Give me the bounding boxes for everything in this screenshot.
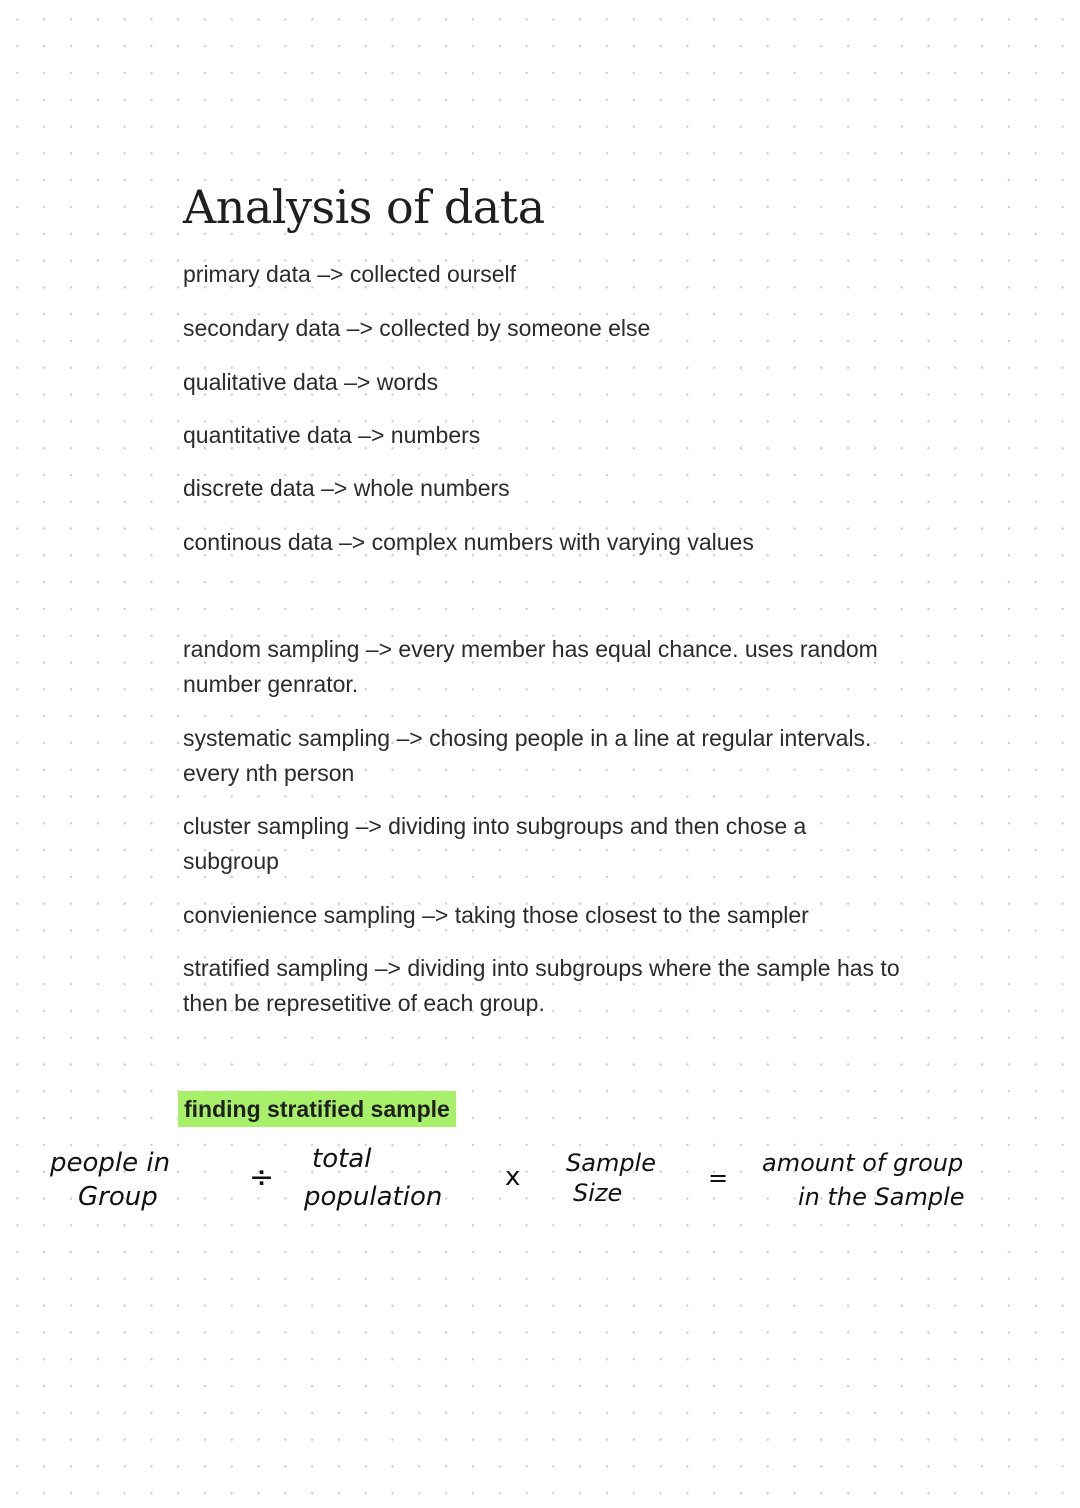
formula-total-line1: total [312, 1144, 372, 1174]
formula-times-symbol: x [505, 1162, 521, 1192]
formula-sample-line1: Sample [566, 1149, 656, 1177]
data-type-continuous: continous data –> complex numbers with varying values [183, 529, 754, 555]
highlighted-heading: finding stratified sample [178, 1091, 456, 1127]
data-type-qualitative: qualitative data –> words [183, 369, 439, 395]
formula-sample-line2: Size [573, 1179, 623, 1207]
page-title: Analysis of data [183, 180, 545, 234]
data-type-primary: primary data –> collected ourself [183, 261, 517, 287]
data-type-secondary: secondary data –> collected by someone else [183, 315, 651, 341]
sampling-cluster: cluster sampling –> dividing into subgroups and then chose a subgroup [183, 813, 807, 874]
data-type-discrete: discrete data –> whole numbers [183, 475, 510, 501]
formula-people-in-line1: people in [50, 1148, 171, 1178]
formula-equals-symbol: = [708, 1164, 729, 1192]
formula-people-in-line2: Group [78, 1182, 158, 1212]
formula-result-line2: in the Sample [798, 1183, 965, 1211]
formula-total-line2: population [304, 1182, 443, 1212]
sampling-stratified: stratified sampling –> dividing into subgroups where the sample has to then be represetitive of each group. [183, 955, 900, 1016]
sampling-random: random sampling –> every member has equal chance. uses random number genrator. [183, 636, 878, 697]
sampling-convenience: convienience sampling –> taking those closest to the sampler [183, 902, 809, 928]
formula-result-line1: amount of group [762, 1149, 964, 1177]
formula-divide-symbol: ÷ [249, 1160, 275, 1195]
sampling-systematic: systematic sampling –> chosing people in a line at regular intervals. every nth person [183, 725, 872, 786]
data-type-quantitative: quantitative data –> numbers [183, 422, 481, 448]
